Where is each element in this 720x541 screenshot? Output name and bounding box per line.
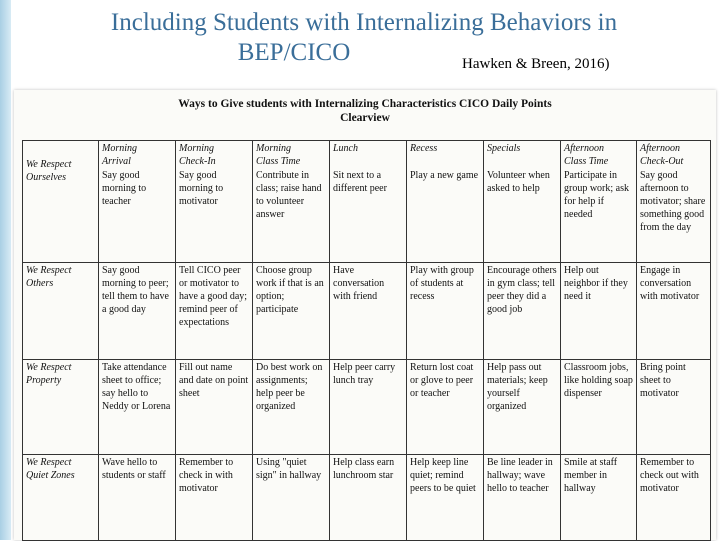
table-row — [23, 455, 711, 541]
table-cell: Remember to check in with motivator — [176, 455, 253, 541]
slide-title-line1: Including Students with Internalizing Behaviors in — [110, 9, 618, 36]
slide-title-line2: BEP/CICO — [237, 39, 351, 66]
table-cell: Tell CICO peer or motivator to have a good day; remind peer of expectations — [176, 263, 253, 360]
column-cell — [330, 141, 407, 263]
column-subheader: Arrival — [102, 156, 131, 167]
row-header-label: We Respect Ourselves — [26, 159, 72, 183]
column-cell — [561, 141, 637, 263]
table-cell: Smile at staff member in hallway — [561, 455, 637, 541]
table-cell: Say good afternoon to motivator; share something good from the day — [640, 170, 706, 233]
table-cell: Choose group work if that is an option; participate — [253, 263, 330, 360]
column-header: Morning — [179, 143, 214, 154]
column-header: Recess — [410, 143, 438, 154]
column-header: Afternoon — [640, 143, 680, 154]
table-cell: Help class earn lunchroom star — [330, 455, 407, 541]
column-subheader: Class Time — [256, 156, 301, 167]
table-cell: Be line leader in hallway; wave hello to teacher — [484, 455, 561, 541]
table-cell: Play a new game — [410, 170, 479, 181]
document-title-line1: Ways to Give students with Internalizing Characteristics CICO Daily Points — [178, 98, 552, 110]
points-table — [22, 140, 711, 541]
table-cell: Help peer carry lunch tray — [330, 360, 407, 455]
table-cell: Engage in conversation with motivator — [637, 263, 711, 360]
column-cell — [176, 141, 253, 263]
column-cell — [407, 141, 484, 263]
table-cell: Help keep line quiet; remind peers to be quiet — [407, 455, 484, 541]
column-header: Morning — [256, 143, 291, 154]
table-cell: Contribute in class; raise hand to volunteer answer — [256, 170, 322, 220]
document-title-line2: Clearview — [340, 112, 390, 124]
row-header — [23, 141, 99, 263]
table-cell: Bring point sheet to motivator — [637, 360, 711, 455]
table-cell: Participate in group work; ask for help if needed — [564, 170, 629, 220]
column-cell — [484, 141, 561, 263]
table-cell: Return lost coat or glove to peer or teacher — [407, 360, 484, 455]
table-cell: Take attendance sheet to office; say hello to Neddy or Lorena — [99, 360, 176, 455]
document-title — [14, 97, 716, 125]
column-header: Specials — [487, 143, 521, 154]
table-cell: Play with group of students at recess — [407, 263, 484, 360]
table-cell: Have conversation with friend — [330, 263, 407, 360]
table-cell: Fill out name and date on point sheet — [176, 360, 253, 455]
table-cell: Say good morning to peer; tell them to have a good day — [99, 263, 176, 360]
row-header: We Respect Others — [23, 263, 99, 360]
table-cell: Help pass out materials; keep yourself organized — [484, 360, 561, 455]
table-cell: Encourage others in gym class; tell peer they did a good job — [484, 263, 561, 360]
column-subheader: Class Time — [564, 156, 609, 167]
table-cell: Remember to check out with motivator — [637, 455, 711, 541]
table-cell: Say good morning to teacher — [102, 170, 147, 207]
table-cell: Volunteer when asked to help — [487, 170, 550, 194]
scanned-document — [14, 90, 716, 540]
column-cell — [99, 141, 176, 263]
table-cell: Say good morning to motivator — [179, 170, 224, 207]
column-subheader: Check-In — [179, 156, 216, 167]
column-header: Afternoon — [564, 143, 604, 154]
row-header: We Respect Quiet Zones — [23, 455, 99, 541]
table-cell: Using "quiet sign" in hallway — [253, 455, 330, 541]
table-cell: Help out neighbor if they need it — [561, 263, 637, 360]
column-header: Morning — [102, 143, 137, 154]
table-cell: Wave hello to students or staff — [99, 455, 176, 541]
table-cell: Sit next to a different peer — [333, 170, 387, 194]
table-row — [23, 360, 711, 455]
table-row — [23, 263, 711, 360]
column-cell — [637, 141, 711, 263]
table-cell: Do best work on assignments; help peer be organized — [253, 360, 330, 455]
column-subheader: Check-Out — [640, 156, 684, 167]
column-header: Lunch — [333, 143, 358, 154]
citation: Hawken & Breen, 2016) — [462, 56, 610, 72]
left-accent-stripe — [0, 0, 11, 540]
column-cell — [253, 141, 330, 263]
table-row — [23, 141, 711, 263]
table-cell: Classroom jobs, like holding soap dispenser — [561, 360, 637, 455]
row-header: We Respect Property — [23, 360, 99, 455]
